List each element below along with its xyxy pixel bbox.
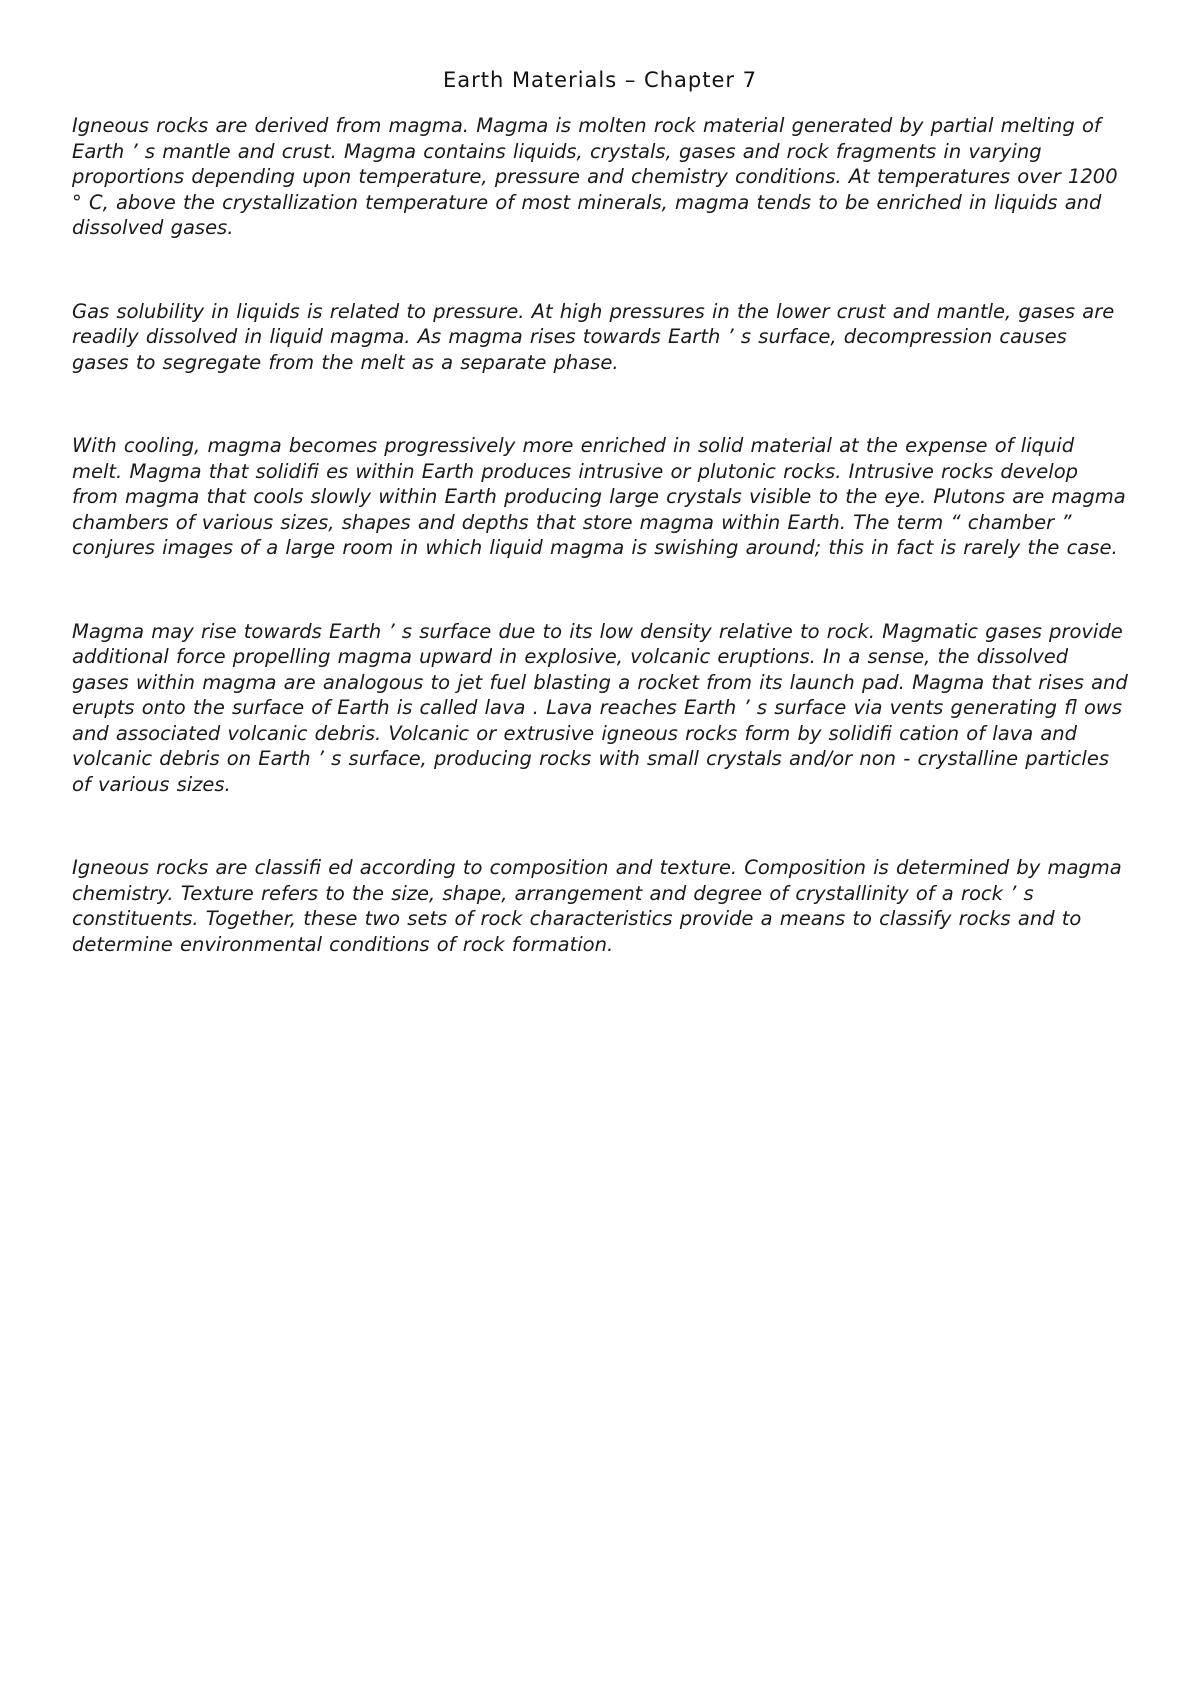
document-title: Earth Materials – Chapter 7 <box>442 68 758 92</box>
document-body <box>72 113 1128 1015</box>
paragraph-3: With cooling, magma becomes progressively more enriched in solid material at the expense of liquid melt. Magma that solidifi es within Earth produces intrusive or plutonic rocks. Intrusive rocks develop from magma that cools slowly within Earth producing large crystals visible to the eye. Plutons are magma chambers of various sizes, shapes and depths that store magma within Earth. The term “ chamber ” conjures images of a large room in which liquid magma is swishing around; this in fact is rarely the case. <box>72 434 1126 559</box>
paragraph-2: Gas solubility in liquids is related to pressure. At high pressures in the lower crust and mantle, gases are readily dissolved in liquid magma. As magma rises towards Earth ’ s surface, decompression causes gases to segregate from the melt as a separate phase. <box>72 299 1115 374</box>
paragraph-4: Magma may rise towards Earth ’ s surface due to its low density relative to rock. Magmatic gases provide additional force propelling magma upward in explosive, volcanic eruptions. In a sense, the dissolved gases within magma are analogous to jet fuel blasting a rocket from its launch pad. Magma that rises and erupts onto the surface of Earth is called lava . Lava reaches Earth ’ s surface via vents generating fl ows and associated volcanic debris. Volcanic or extrusive igneous rocks form by solidifi cation of lava and volcanic debris on Earth ’ s surface, producing rocks with small crystals and/or non - crystalline particles of various sizes. <box>72 619 1128 796</box>
paragraph-1: Igneous rocks are derived from magma. Magma is molten rock material generated by partial melting of Earth ’ s mantle and crust. Magma contains liquids, crystals, gases and rock fragments in varying proportions depending upon temperature, pressure and chemistry conditions. At temperatures over 1200 ° C, above the crystallization temperature of most minerals, magma tends to be enriched in liquids and dissolved gases. <box>72 114 1118 239</box>
paragraph-5: Igneous rocks are classifi ed according to composition and texture. Composition is determined by magma chemistry. Texture refers to the size, shape, arrangement and degree of crystallinity of a rock ’ s constituents. Together, these two sets of rock characteristics provide a means to classify rocks and to determine environmental conditions of rock formation. <box>72 856 1122 956</box>
